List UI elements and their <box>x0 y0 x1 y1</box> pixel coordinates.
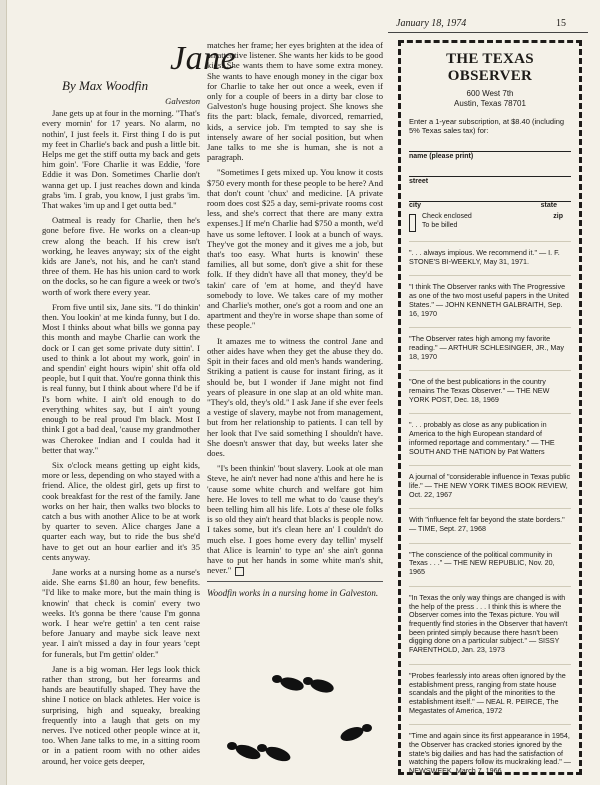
endorsement-quote: "Probes fearlessly into areas often ignored by the establishment press, ranging from state house scandals and the plight of the minorities to the establishment itself." — NEAL R. PEIRCE, The Megastates of America, 1972 <box>409 664 571 716</box>
endorsement-quote: "The Observer rates high among my favorite reading." — ARTHUR SCHLESINGER, JR., May 18, 1970 <box>409 327 571 361</box>
footprint-icon <box>362 724 372 732</box>
paragraph: Six o'clock means getting up eight kids, more or less, depending on who stayed with a friend. Alice, the oldest girl, gets up first to cook breakfast for the rest of the family. Jane works on her hair, then walks two blocks to catch a bus with another Alice to be at work by quarter to seven. Alice charges Jane a quarter each way, but to ride the bus she'd have to get out an hour earlier and it's 35 cents anyway. <box>42 459 200 562</box>
city-field-label: city <box>409 202 422 209</box>
endorsement-quote: "In Texas the only way things are changed is with the help of the press . . . I think this is where the Observer comes into the Texas picture. You will frequently find stories in the Observer that haven't been printed simply because there hasn't been digging done on a particular subject." — SISSY FARENTHOLD, Jan. 23, 1973 <box>409 586 571 655</box>
article-column-1 <box>42 96 200 771</box>
check-enclosed-label: Check enclosed <box>422 213 472 220</box>
ad-address-line: 600 West 7th <box>466 89 514 98</box>
paragraph: matches her frame; her eyes brighten at the idea of an attentive listener. She wants her kids to be good kids. She wants them to have some extra money. She wants to have enough money in the cigar box for Charlie to take her out once a week, even if only for a couple of beers in a dirty bar close to Galveston's huge housing project. She knows she fits the part: black, female, divorced, remarried, kids, a service job. I'm tempted to say she is intensely aware of her social position, but when Jane talks to me she is human, she is not a paragraph. <box>207 40 383 163</box>
footprint-icon <box>227 742 237 750</box>
footprint-icon <box>257 744 267 752</box>
end-mark-icon <box>235 567 244 576</box>
paragraph: Jane is a big woman. Her legs look thick rather than strong, but her forearms and hands are beautifully shaped. They have the shine I notice on black athletes. Her voice is surprising, high and squeaky, breaking frequently into a laugh that gets on my nerves. I've noticed other people wince at it, too. When Jane talks to me, in a sitting room or in a patient room with no other aides around, her voice gets deeper, <box>42 663 200 766</box>
article-byline: By Max Woodfin <box>62 78 149 93</box>
paragraph: Jane gets up at four in the morning. "That's every mornin' for 17 years. No alarm, no nothin', I just feels it. First thing I do is put my feet in Charlie's back and push a little bit. Helps me get the stiff outta my back and gets him goin'. 'Fore Charlie it was Eddie, 'fore Eddie it was Don. Sometimes Charlie don't wanna get up. I just reaches down and kinda grabs 'im. I grab, you know, I just grabs 'im. That wakes 'im up and I get outta bed." <box>42 108 201 211</box>
state-field-label: state <box>540 202 557 209</box>
paragraph: It amazes me to witness the control Jane and other aides have when they get the abuse they do. Spit in their faces and old men's hands wandering. Striking a patient is cause for instant firing, as it should be, but I wonder if Jane might not find years of pleasure in one slap at an old white man. "They's old, they's old." I ask Jane if she ever feels a vestige of slavery, maybe not from management, but from her relationship to patients. I can tell by her look that I've said something I shouldn't have. She doesn't answer that day, but weeks later she does. <box>207 335 383 458</box>
footprint-icon <box>264 744 293 764</box>
city-state-field[interactable] <box>409 189 571 202</box>
to-be-billed-label: To be billed <box>422 221 458 229</box>
endorsement-quote: "Time and again since its first appearance in 1954, the Observer has cracked stories ignored by the state's big dailies and has had the satisfaction of watching the papers follow its muckraking lead." — NEWSWEEK, March 7, 1966 <box>409 724 571 776</box>
payment-options <box>409 213 571 232</box>
street-field[interactable] <box>409 164 571 177</box>
footprint-icon <box>234 742 263 762</box>
endorsement-quote: "The conscience of the political community in Texas . . ." — THE NEW REPUBLIC, Nov. 20, 1965 <box>409 543 571 577</box>
payment-labels <box>422 213 472 230</box>
paragraph-final <box>207 463 383 576</box>
article-column-2 <box>207 40 383 603</box>
page-number: 15 <box>556 18 566 29</box>
footprint-icon <box>272 675 282 683</box>
endorsement-quote: With "influence felt far beyond the state borders." — TIME, Sept. 27, 1968 <box>409 508 571 533</box>
page-header <box>40 0 584 34</box>
endorsement-quote: ". . . always impious. We recommend it." — I. F. STONE'S BI-WEEKLY, May 31, 1971. <box>409 241 571 266</box>
ad-title: THE TEXAS OBSERVER <box>446 51 534 84</box>
article-title: Jane <box>170 40 237 77</box>
issue-date: January 18, 1974 <box>396 18 467 29</box>
ad-address-line: Austin, Texas 78701 <box>454 99 526 108</box>
payment-checkbox[interactable] <box>409 214 416 232</box>
paragraph: From five until six, Jane sits. "I do thinkin' then. You lookin' at me kinda funny, but I do. Most I thinks about what bills we gonna pay this month and maybe Charlie can work the dock or I can get some private duty sittin'. I used to think a lot about my work, goin' in and spendin' eight hours wipin' shit offa old people, but I quit that. You're gonna think this is real funny, but I think about where I'd be if I's born white. I ain't old enough to do everything whites say, but I ain't young enough to be real proud I'm black. Most I think I got a bad deal, 'cause my grandmother was Cherokee Indian and I coulda had it better that way." <box>42 301 200 455</box>
paragraph-final-text: "I's been thinkin' 'bout slavery. Look at ole man Steve, he ain't never had none a'this and here he is 'cause some white church and welfare got him here. He loves to tell me what to do 'cause they's been telling him all his life. Lots a' these ole folks is so old they ain't heard that blacks is people now. I takes some, but it's clean here an' I couldn't do much else. I goes home every day tellin' myself that Alice is learnin' to type an' she ain't gonna have to put her hands in some white man's shit, never." <box>207 463 383 576</box>
city-state-labels <box>409 202 571 209</box>
header-rule <box>388 32 588 33</box>
endorsement-quote: ". . . probably as close as any publication in America to the high European standard of informed reportage and commentary." — THE SOUTH AND THE NATION by Pat Watters <box>409 413 571 456</box>
author-bio: Woodfin works in a nursing home in Galveston. <box>207 581 383 599</box>
endorsement-quote: A journal of "considerable influence in Texas public life." — THE NEW YORK TIMES BOOK REVIEW, Oct. 22, 1967 <box>409 465 571 499</box>
page-spine-edge <box>0 0 7 785</box>
paragraph: Jane works at a nursing home as a nurse's aide. She earns $1.80 an hour, few benefits. "I'd like to make more, but the main thing is knowin' that check is comin' every two weeks. It's gonna be there 'cause I'm gonna work. I hear we're gettin' a ten cent raise before January and maybe sick leave next year. I ain't missed a day in four years 'cept for funerals, but I'm gettin' older." <box>42 566 200 659</box>
ad-address <box>409 89 571 109</box>
ad-offer-text: Enter a 1-year subscription, at $8.40 (including 5% Texas sales tax) for: <box>409 117 565 135</box>
paragraph: "Sometimes I gets mixed up. You know it costs $750 every month for these people to be here? And that don't count 'chux' and medicine. [A private room does cost $25 a day, semi-private rooms cost less, and she's correct that there are many extra expenses.] If me'n Charlie had $750 a month, we'd have us some leftover. I look at a bunch of ways. They've got the money and it gives me a job, but that's too easy. What hurts is knowin' these families, all but some, don't give a shit for these folk. If they didn't have all that money, they'd be takin' care of 'em at home, and they'd have somebody to love. We takes care of my mother and Charlie's mother, one's got a room and one an apartment and they're in worse shape than some of these people." <box>207 167 383 331</box>
footprints-illustration <box>220 670 380 780</box>
name-field[interactable] <box>409 139 571 152</box>
footprint-icon <box>279 675 305 693</box>
subscription-ad <box>398 40 582 775</box>
zip-field-label: zip <box>553 213 563 220</box>
dateline: Galveston <box>165 96 200 106</box>
footprint-icon <box>303 677 313 685</box>
endorsement-quote: "I think The Observer ranks with The Progressive as one of the two most useful papers in the United States." — JOHN KENNETH GALBRAITH, Sep. 16, 1970 <box>409 275 571 318</box>
footprint-icon <box>309 677 335 695</box>
name-field-label: name (please print) <box>409 153 474 160</box>
endorsement-quote: "One of the best publications in the country remains The Texas Observer." — THE NEW YORK POST, Dec. 18, 1969 <box>409 370 571 404</box>
paragraph: Oatmeal is ready for Charlie, then he's gone before five. He works on a clean-up crew along the beach. If his crew isn't working, he leaves anyway; six of the eight kids are Jane's, not his, and he can't stand three of them. He has his union card to work on the docks, so he can figure a week or two's worth of work there every year. <box>42 215 200 297</box>
footprint-icon <box>339 724 366 743</box>
street-field-label: street <box>409 178 429 185</box>
